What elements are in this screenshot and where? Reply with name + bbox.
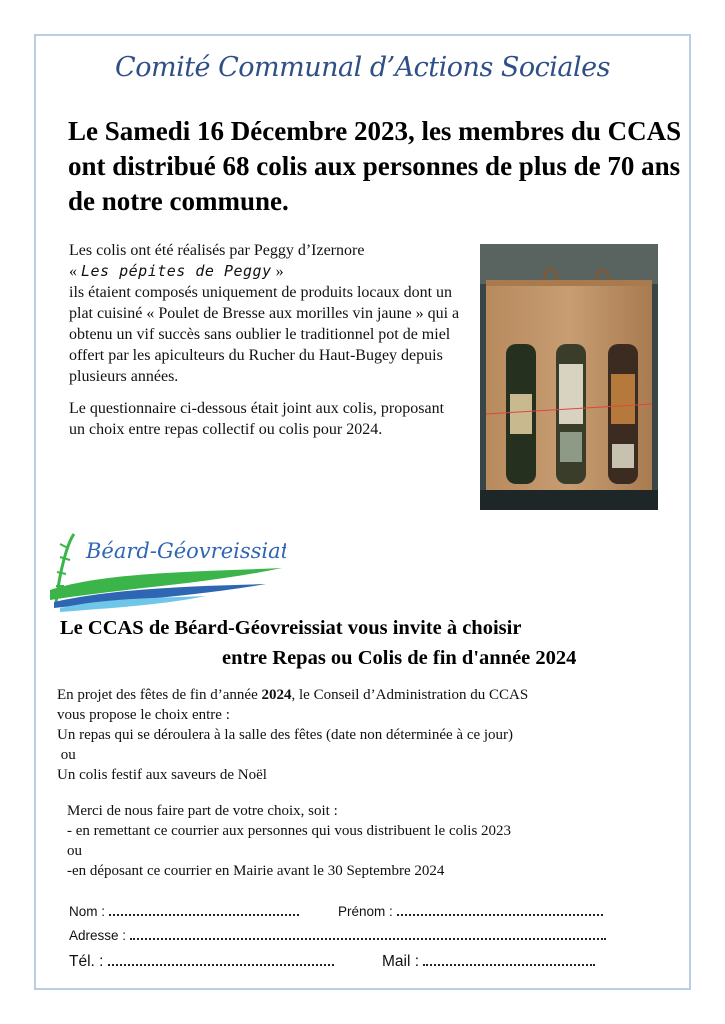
proposal-year: 2024 xyxy=(261,687,292,703)
merci-line-1: Merci de nous faire part de votre choix, soit : xyxy=(67,803,338,819)
gift-bag-photo xyxy=(480,244,658,510)
merci-block xyxy=(67,801,667,881)
brand-close-quote: » xyxy=(275,263,284,280)
proposal-option-colis: Un colis festif aux saveurs de Noël xyxy=(57,767,267,783)
nom-field[interactable] xyxy=(69,902,299,919)
tel-dotted-line[interactable] xyxy=(108,952,334,966)
nom-dotted-line[interactable] xyxy=(109,902,299,916)
proposal-text: , le Conseil d’Administration du CCAS xyxy=(291,687,529,703)
merci-line-2: - en remettant ce courrier aux personnes qui vous distribuent le colis 2023 xyxy=(67,823,512,839)
headline: Le Samedi 16 Décembre 2023, les membres du CCAS ont distribué 68 colis aux personnes de plus de 70 ans de notre commune. xyxy=(68,116,682,216)
intro-text xyxy=(69,240,464,451)
proposal-line-1 xyxy=(57,685,667,705)
commune-logo xyxy=(46,528,286,614)
gift-bag-illustration xyxy=(480,244,658,510)
prenom-label: Prénom : xyxy=(338,904,397,919)
proposal-line-2: vous propose le choix entre : xyxy=(57,707,230,723)
proposal-option-repas: Un repas qui se déroulera à la salle des fêtes (date non déterminée à ce jour) xyxy=(57,727,514,743)
adresse-field[interactable] xyxy=(69,926,606,943)
brand-name: Les pépites de Peggy xyxy=(81,262,272,280)
composition-text: ils étaient composés uniquement de produits locaux dont un plat cuisiné « Poulet de Bresse aux morilles vin jaune » qui a obtenu un vif succès sans oublier le traditionnel pot de miel offert par les apiculteurs du Rucher du Haut-Bugey depuis plusieurs années. xyxy=(69,284,460,385)
logo-text: Béard-Géovreissiat xyxy=(86,539,286,563)
organization-title: Comité Communal d’Actions Sociales xyxy=(115,52,610,83)
mail-field[interactable] xyxy=(382,952,595,971)
adresse-dotted-line[interactable] xyxy=(130,926,606,940)
proposal-text: En projet des fêtes de fin d’année xyxy=(57,687,262,703)
tel-field[interactable] xyxy=(69,952,334,971)
intro-line: Les colis ont été réalisés par Peggy d’Izernore xyxy=(69,242,365,259)
intro-paragraph xyxy=(69,240,464,387)
proposal-or: ou xyxy=(57,747,76,763)
mail-dotted-line[interactable] xyxy=(423,952,595,966)
questionnaire-paragraph: Le questionnaire ci-dessous était joint aux colis, proposant un choix entre repas collectif ou colis pour 2024. xyxy=(69,400,445,438)
adresse-label: Adresse : xyxy=(69,928,130,943)
merci-line-3: ou xyxy=(67,843,82,859)
prenom-dotted-line[interactable] xyxy=(397,902,603,916)
invite-line-2: entre Repas ou Colis de fin d'année 2024 xyxy=(222,647,577,669)
merci-line-4: -en déposant ce courrier en Mairie avant le 30 Septembre 2024 xyxy=(67,863,445,879)
proposal-block xyxy=(57,685,667,785)
brand-open-quote: « xyxy=(69,263,81,280)
mail-label: Mail : xyxy=(382,953,424,970)
prenom-field[interactable] xyxy=(338,902,603,919)
logo-graphic xyxy=(46,528,286,614)
invite-line-1: Le CCAS de Béard-Géovreissiat vous invite à choisir xyxy=(60,617,522,639)
tel-label: Tél. : xyxy=(69,953,108,970)
nom-label: Nom : xyxy=(69,904,109,919)
